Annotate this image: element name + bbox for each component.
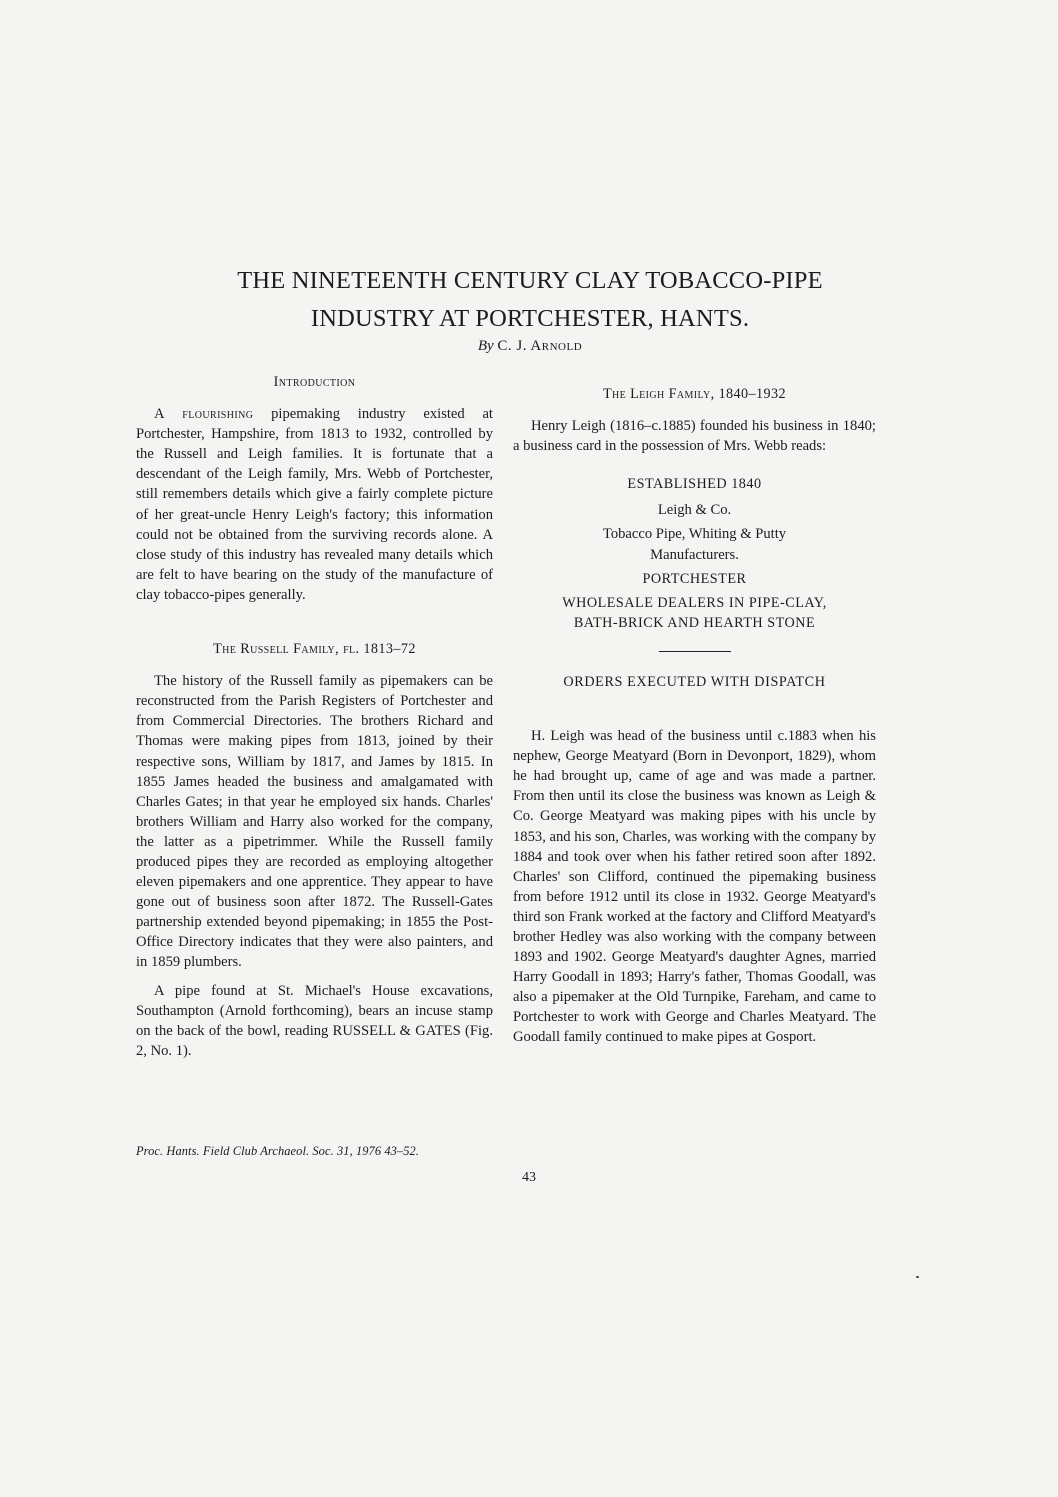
card-line-trade: Tobacco Pipe, Whiting & Putty bbox=[602, 526, 787, 543]
author-name: C. J. Arnold bbox=[497, 338, 583, 354]
leigh-heading: The Leigh Family, 1840–1932 bbox=[602, 386, 787, 402]
card-line-dealers-1: WHOLESALE DEALERS IN PIPE-CLAY, bbox=[562, 594, 827, 611]
left-column bbox=[136, 372, 493, 1069]
introduction-text: pipemaking industry existed at Portchester, Hampshire, from 1813 to 1932, controlled by the Russell and Leigh families. It is fortunate that a descendant of the Leigh family, Mrs. Webb of Portchester, still remembers details which give a fairly complete picture of her great-uncle Henry Leigh's factory; this information could not be obtained from the surviving records alone. A close study of this industry has revealed many details which are felt to have bearing on the study of the manufacture of clay tobacco-pipes generally. bbox=[136, 406, 493, 603]
title-line-2: INDUSTRY AT PORTCHESTER, HANTS. bbox=[310, 305, 750, 332]
leigh-paragraph-2: H. Leigh was head of the business until c.1883 when his nephew, George Meatyard (Born in Devonport, 1829), whom he had brought up, came of age and was made a partner. From then until its close the business was known as Leigh & Co. George Meatyard was making pipes with his uncle by 1853, and his son, Charles, was working with the company by 1884 and took over when his father retired soon after 1892. Charles' son Clifford, continued the pipemaking business from before 1912 until its close in 1932. George Meatyard's third son Frank worked at the factory and Clifford Meatyard's brother Hedley was also working with the company between 1893 and 1902. George Meatyard's daughter Agnes, married Harry Goodall in 1893; Harry's father, Thomas Goodall, was also a pipemaker at the Old Turnpike, Fareham, and came to Portchester to work with George and Charles Meatyard. The Goodall family continued to make pipes at Gosport. bbox=[513, 728, 876, 1046]
russell-paragraph-2: A pipe found at St. Michael's House excavations, Southampton (Arnold forthcoming), bears an incuse stamp on the back of the bowl, reading RUSSELL & GATES (Fig. 2, No. 1). bbox=[136, 982, 493, 1059]
scan-speck bbox=[916, 1276, 919, 1278]
russell-heading: The Russell Family, fl. 1813–72 bbox=[213, 641, 416, 658]
card-line-company: Leigh & Co. bbox=[657, 502, 732, 519]
business-card-text bbox=[513, 474, 876, 633]
card-line-established: ESTABLISHED 1840 bbox=[627, 476, 762, 493]
card-line-place: PORTCHESTER bbox=[642, 570, 747, 587]
card-line-manufacturers: Manufacturers. bbox=[650, 546, 739, 563]
article-title bbox=[120, 262, 940, 338]
byline-by: By bbox=[477, 338, 494, 354]
introduction-paragraph bbox=[136, 404, 493, 605]
card-line-orders: ORDERS EXECUTED WITH DISPATCH bbox=[563, 673, 826, 690]
page-number: 43 bbox=[522, 1170, 536, 1185]
title-line-1: THE NINETEENTH CENTURY CLAY TOBACCO-PIPE bbox=[237, 267, 823, 294]
introduction-lead: A flourishing bbox=[154, 406, 254, 423]
russell-paragraph-1: The history of the Russell family as pipemakers can be reconstructed from the Parish Registers of Portchester and from Commercial Directories. The brothers Richard and Thomas were making pipes from 1813, joined by their respective sons, William by 1817, and James by 1815. In 1855 James headed the business and amalgamated with Charles Gates; in that year he employed six hands. Charles' brothers William and Harry also worked for the company, the latter as a pipetrimmer. While the Russell family produced pipes they are recorded as employing altogether eleven pipemakers and one apprentice. They appear to have gone out of business soon after 1872. The Russell-Gates partnership extended beyond pipemaking; in 1855 the Post-Office Directory indicates that they were also painters, and in 1859 plumbers. bbox=[136, 673, 493, 971]
card-divider bbox=[659, 651, 731, 652]
card-line-dealers-2: BATH-BRICK AND HEARTH STONE bbox=[573, 614, 816, 631]
byline bbox=[120, 338, 940, 355]
introduction-heading: Introduction bbox=[273, 374, 356, 390]
leigh-paragraph-1: Henry Leigh (1816–c.1885) founded his business in 1840; a business card in the possession of Mrs. Webb reads: bbox=[513, 418, 876, 455]
right-column bbox=[513, 384, 876, 1056]
journal-citation: Proc. Hants. Field Club Archaeol. Soc. 31, 1976 43–52. bbox=[136, 1144, 420, 1158]
